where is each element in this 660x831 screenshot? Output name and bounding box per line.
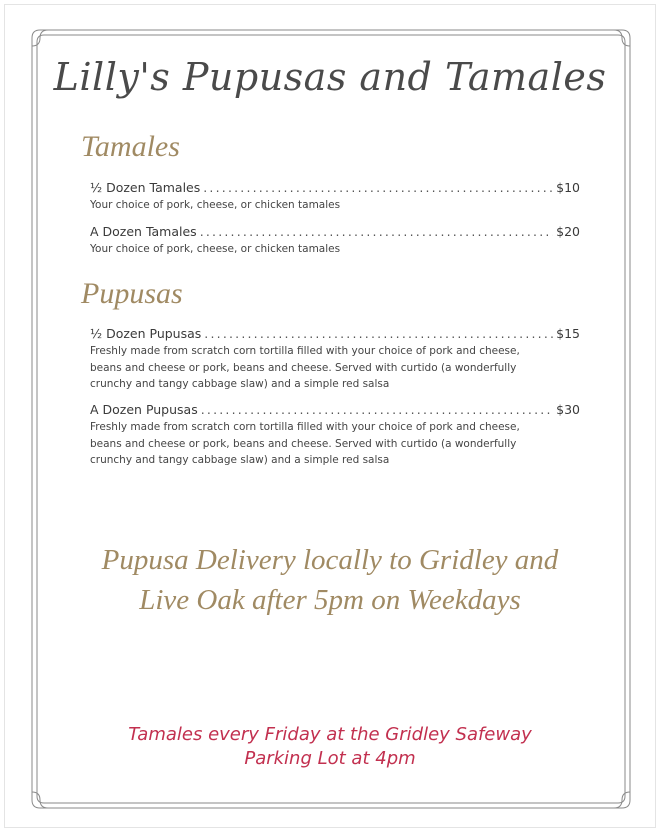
item-description: Your choice of pork, cheese, or chicken tamales [90,243,341,255]
friday-notice [0,723,660,771]
menu-item [90,402,580,469]
item-description: Your choice of pork, cheese, or chicken tamales [90,199,341,211]
section-title-tamales: Tamales [81,130,180,163]
menu-item-line [90,224,580,240]
section-title-pupusas: Pupusas [81,277,183,310]
dot-leader [201,402,553,418]
item-name: A Dozen Pupusas [90,402,198,417]
item-price: $30 [556,402,580,417]
item-name: ½ Dozen Pupusas [90,326,202,341]
dot-leader [200,224,553,240]
dot-leader [204,326,553,342]
menu-item [90,224,580,258]
menu-item-line [90,180,580,196]
menu-item-line [90,402,580,418]
item-price: $10 [556,180,580,195]
friday-line-1: Tamales every Friday at the Gridley Safeway [128,724,532,745]
dot-leader [203,180,553,196]
item-name: A Dozen Tamales [90,224,197,239]
friday-line-2: Parking Lot at 4pm [244,748,416,769]
item-price: $15 [556,326,580,341]
item-price: $20 [556,224,580,239]
item-name: ½ Dozen Tamales [90,180,201,195]
menu-item [90,326,580,393]
delivery-line-2: Live Oak after 5pm on Weekdays [139,584,521,616]
item-description: Freshly made from scratch corn tortilla filled with your choice of pork and cheese, beans and cheese or pork, beans and cheese. Served with curtido (a wonderfully crunchy and tangy cabbage slaw) and a simple red salsa [90,421,520,466]
delivery-line-1: Pupusa Delivery locally to Gridley and [101,544,559,576]
item-description: Freshly made from scratch corn tortilla filled with your choice of pork and cheese, beans and cheese or pork, beans and cheese. Served with curtido (a wonderfully crunchy and tangy cabbage slaw) and a simple red salsa [90,345,520,390]
delivery-notice [0,540,660,620]
menu-item [90,180,580,214]
menu-item-line [90,326,580,342]
menu-title: Lilly's Pupusas and Tamales [53,55,607,99]
